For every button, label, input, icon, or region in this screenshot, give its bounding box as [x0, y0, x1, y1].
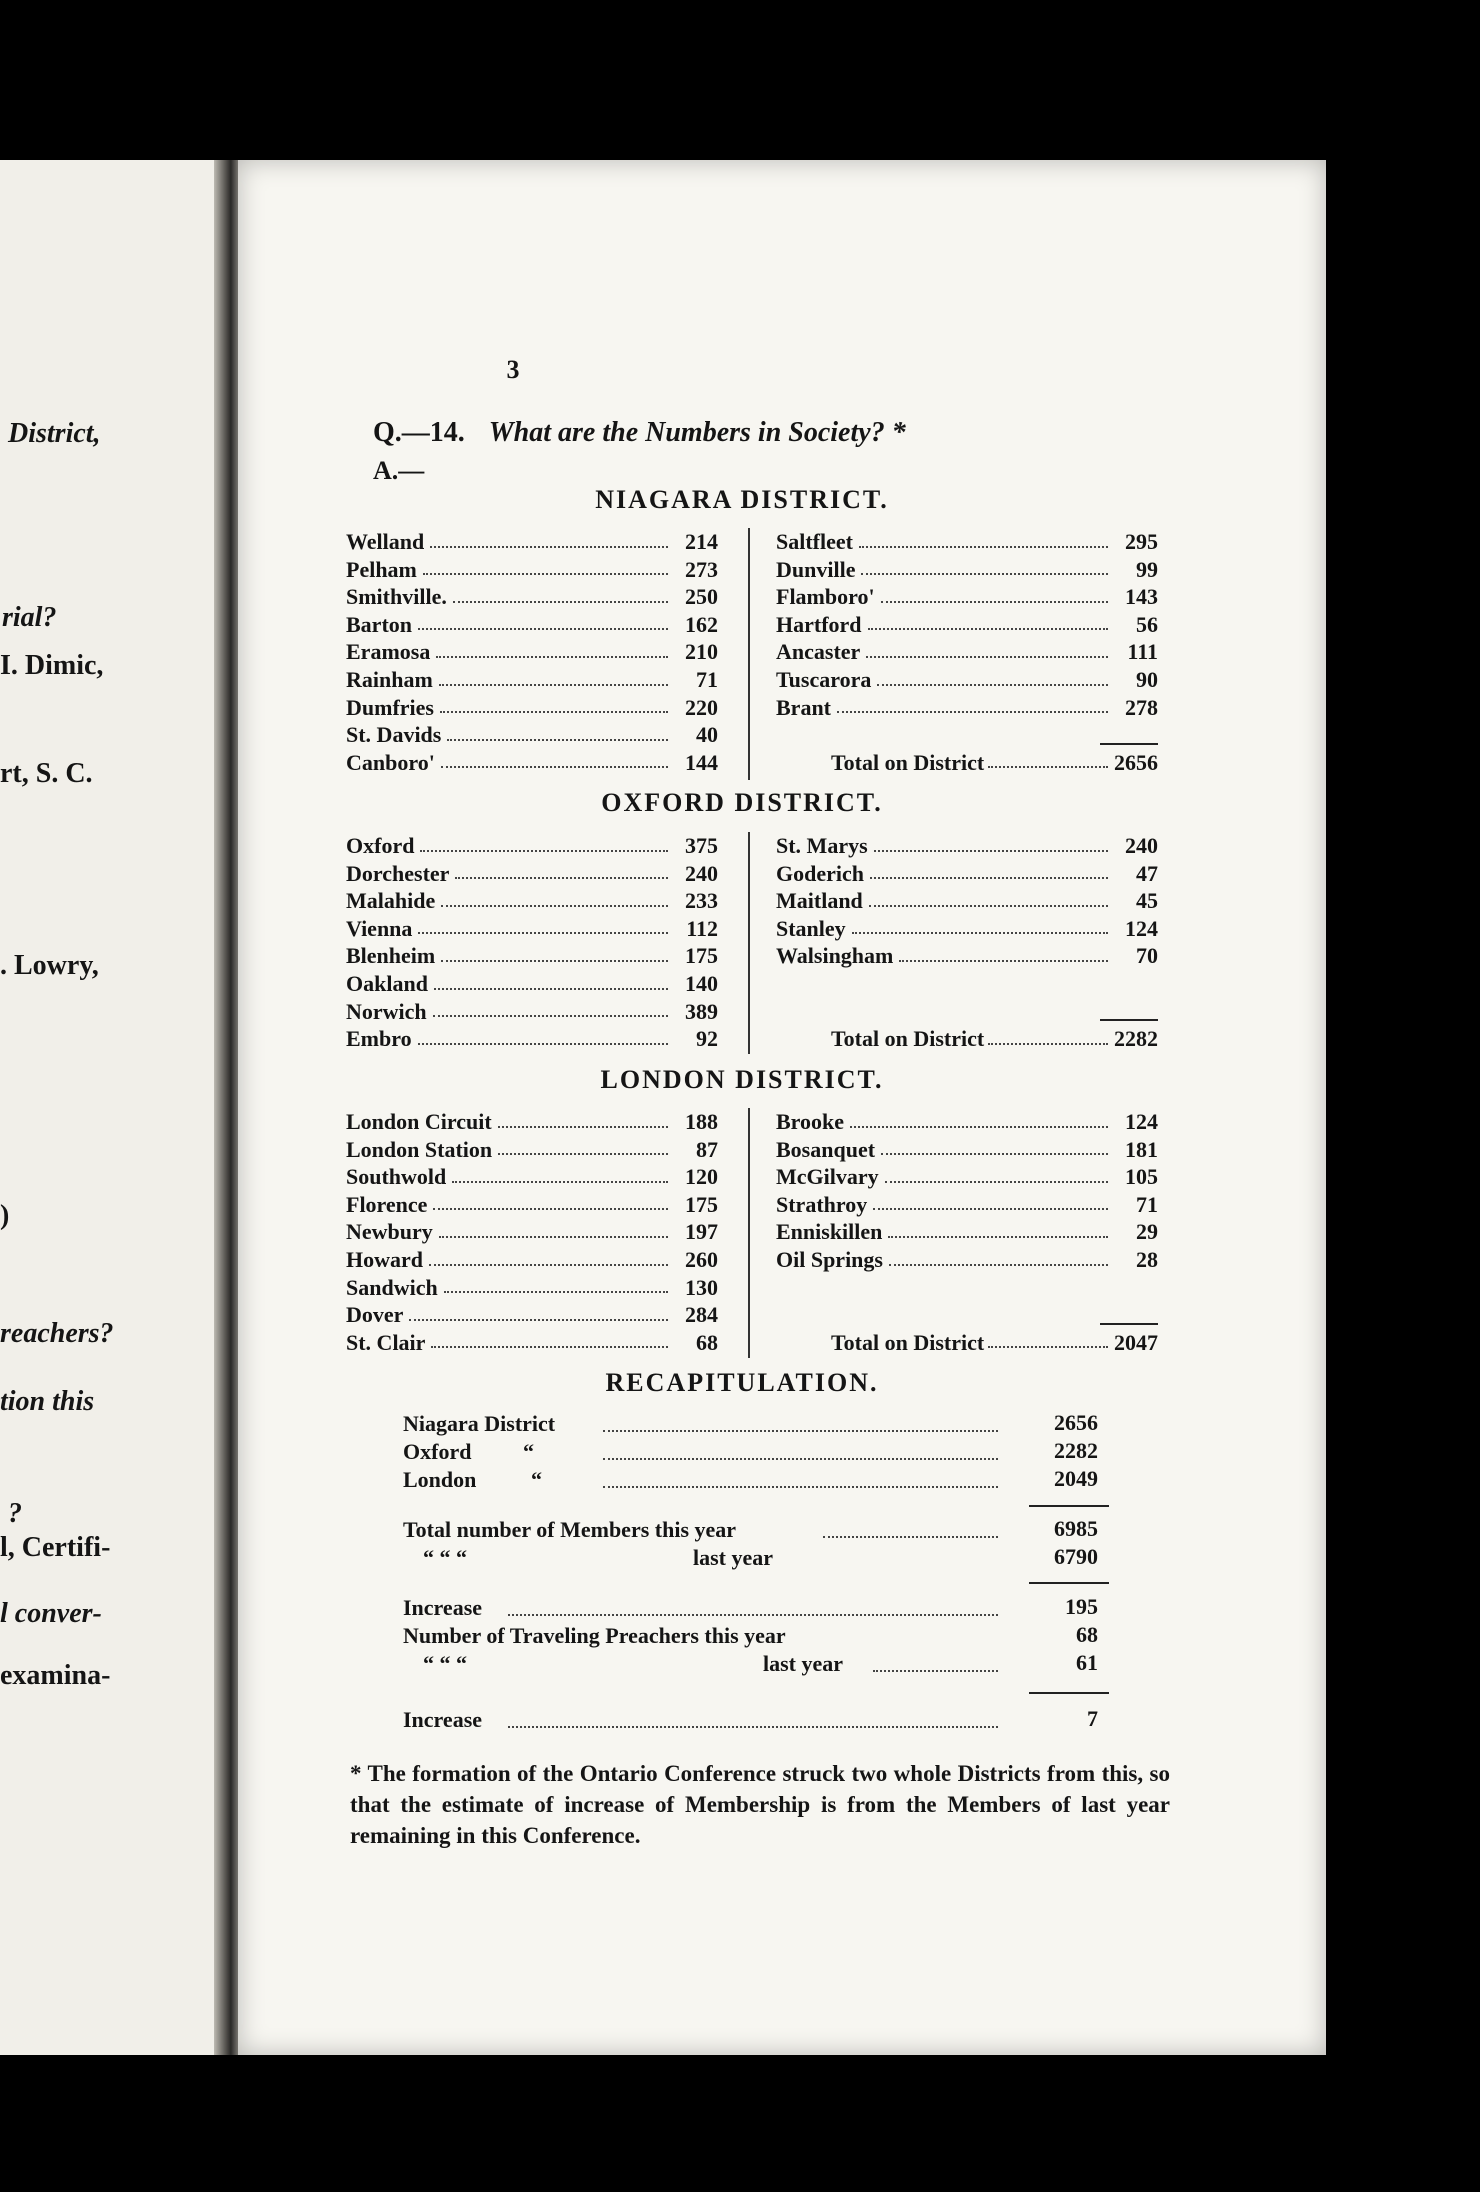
entry-row — [346, 694, 718, 722]
leader-dots — [603, 1486, 998, 1488]
total-label: Total on District — [831, 1329, 985, 1355]
leader-dots — [603, 1458, 998, 1460]
recap-increase-value: 195 — [1065, 1594, 1098, 1619]
entry-row — [346, 666, 718, 694]
entry-row — [346, 528, 718, 556]
leader-dots — [441, 749, 668, 769]
left-fragment-4: rt, S. C. — [0, 758, 93, 789]
circuit-name: Eramosa — [346, 639, 431, 665]
oxford-left-column — [346, 832, 718, 1053]
entry-row — [346, 1274, 718, 1302]
circuit-name: Strathroy — [776, 1191, 868, 1217]
entry-row — [776, 1136, 1158, 1164]
entry-row — [346, 1191, 718, 1219]
circuit-name: Welland — [346, 529, 425, 554]
leader-dots — [440, 694, 668, 714]
leader-dots — [873, 1670, 998, 1672]
leader-dots — [453, 583, 668, 603]
leader-dots — [429, 1246, 668, 1266]
circuit-name: Newbury — [346, 1219, 433, 1245]
entry-row — [776, 666, 1158, 694]
recap-london-value: 2049 — [1054, 1466, 1098, 1491]
entry-row — [776, 1218, 1158, 1246]
leader-dots — [420, 832, 668, 852]
page-number: 3 — [506, 355, 520, 384]
circuit-name: London Station — [346, 1136, 493, 1162]
left-fragment-6: ) — [0, 1200, 10, 1231]
member-count: 111 — [1127, 639, 1158, 665]
member-count: 220 — [685, 694, 718, 720]
entry-row — [776, 887, 1158, 915]
circuit-name: St. Davids — [346, 722, 442, 748]
member-count: 175 — [685, 1191, 718, 1217]
circuit-name: Norwich — [346, 998, 427, 1024]
total-value: 2656 — [1114, 749, 1158, 775]
column-divider — [748, 1108, 750, 1358]
member-count: 295 — [1125, 529, 1158, 554]
entry-row — [346, 942, 718, 970]
member-count: 99 — [1136, 556, 1158, 582]
entry-row — [346, 860, 718, 888]
leader-dots — [431, 1329, 668, 1349]
member-count: 92 — [696, 1026, 718, 1052]
leader-dots — [434, 970, 668, 990]
entry-row — [776, 915, 1158, 943]
footnote: * The formation of the Ontario Conference struck two whole Districts from this, so that the estimate of increase of Membership is from the Members of last year remaining in this Conference. — [350, 1761, 1170, 1848]
left-fragment-1: District, — [8, 418, 101, 449]
blank-row — [776, 970, 1158, 998]
total-value: 2282 — [1114, 1026, 1158, 1052]
circuit-name: Brooke — [776, 1109, 845, 1134]
leader-dots — [885, 1163, 1108, 1183]
district-heading-niagara: NIAGARA DISTRICT. — [595, 485, 889, 514]
member-count: 389 — [685, 998, 718, 1024]
london-left-column — [346, 1108, 718, 1356]
leader-dots — [439, 666, 668, 686]
entry-row — [776, 583, 1158, 611]
circuit-name: Dover — [346, 1302, 404, 1328]
member-count: 124 — [1125, 915, 1158, 941]
circuit-name: Vienna — [346, 915, 413, 941]
left-fragment-8: tion this — [0, 1386, 95, 1417]
circuit-name: London Circuit — [346, 1109, 492, 1134]
blank-row — [776, 1274, 1158, 1302]
member-count: 68 — [696, 1329, 718, 1355]
leader-dots — [498, 1136, 668, 1156]
district-heading-london: LONDON DISTRICT. — [600, 1065, 884, 1094]
entry-row — [346, 1329, 718, 1357]
entry-row — [776, 638, 1158, 666]
recap-london-ditto: “ — [531, 1467, 542, 1492]
leader-dots — [852, 915, 1108, 935]
entry-row — [346, 556, 718, 584]
recap-london-label: London — [403, 1467, 477, 1492]
leader-dots — [866, 638, 1108, 658]
member-count: 87 — [696, 1136, 718, 1162]
leader-dots — [837, 694, 1108, 714]
circuit-name: Smithville. — [346, 584, 447, 610]
member-count: 47 — [1136, 860, 1158, 886]
question-label: Q.—14. — [373, 417, 465, 448]
leader-dots — [433, 998, 668, 1018]
entry-row — [346, 1108, 718, 1136]
leader-dots — [889, 1246, 1108, 1266]
leader-dots — [603, 1430, 998, 1432]
entry-row — [346, 1025, 718, 1053]
circuit-name: Tuscarora — [776, 666, 872, 692]
leader-dots — [444, 1274, 668, 1294]
oxford-right-column — [776, 832, 1158, 1053]
circuit-name: Walsingham — [776, 943, 894, 969]
recap-increase2-label: Increase — [403, 1707, 483, 1732]
member-count: 105 — [1125, 1164, 1158, 1190]
circuit-name: St. Clair — [346, 1329, 426, 1355]
leader-dots — [418, 1025, 668, 1045]
circuit-name: Oakland — [346, 970, 428, 996]
entry-row — [776, 1108, 1158, 1136]
member-count: 130 — [685, 1274, 718, 1300]
entry-row — [346, 721, 718, 749]
sum-rule — [1029, 1692, 1109, 1694]
member-count: 112 — [686, 915, 718, 941]
left-fragment-5: . Lowry, — [0, 950, 99, 981]
recap-preachers-last-year-value: 61 — [1076, 1650, 1098, 1675]
entry-row — [346, 1246, 718, 1274]
recap-last-year-value: 6790 — [1054, 1544, 1098, 1569]
recap-preachers-this-year-value: 68 — [1076, 1622, 1098, 1647]
entry-row — [346, 638, 718, 666]
entry-row — [346, 749, 718, 777]
circuit-name: Dumfries — [346, 694, 434, 720]
leader-dots — [870, 860, 1108, 880]
circuit-name: Goderich — [776, 860, 864, 886]
circuit-name: Flamboro' — [776, 584, 875, 610]
circuit-name: Florence — [346, 1191, 428, 1217]
district-total-row — [776, 749, 1158, 777]
total-rule — [1100, 1019, 1158, 1021]
entry-row — [346, 887, 718, 915]
entry-row — [776, 832, 1158, 860]
entry-row — [346, 1136, 718, 1164]
circuit-name: Howard — [346, 1246, 423, 1272]
recap-last-year-label: last year — [693, 1545, 774, 1570]
question-text: What are the Numbers in Society? * — [488, 417, 906, 448]
leader-dots — [433, 1191, 668, 1211]
left-fragment-12: examina- — [0, 1660, 111, 1691]
circuit-name: Blenheim — [346, 943, 436, 969]
member-count: 162 — [685, 611, 718, 637]
answer-label: A.— — [373, 456, 425, 485]
circuit-name: Dunville — [776, 556, 856, 582]
leader-dots — [409, 1301, 668, 1321]
entry-row — [346, 583, 718, 611]
member-count: 375 — [685, 833, 718, 858]
entry-row — [776, 556, 1158, 584]
member-count: 181 — [1125, 1136, 1158, 1162]
member-count: 140 — [685, 970, 718, 996]
circuit-name: Pelham — [346, 556, 417, 582]
entry-row — [346, 915, 718, 943]
circuit-name: St. Marys — [776, 833, 868, 858]
leader-dots — [899, 942, 1108, 962]
member-count: 70 — [1136, 943, 1158, 969]
circuit-name: Hartford — [776, 611, 862, 637]
total-rule — [1100, 1323, 1158, 1325]
member-count: 260 — [685, 1246, 718, 1272]
leader-dots — [888, 1218, 1108, 1238]
leader-dots — [508, 1726, 998, 1728]
leader-dots — [508, 1614, 998, 1616]
member-count: 197 — [685, 1219, 718, 1245]
leader-dots — [868, 611, 1108, 631]
member-count: 56 — [1136, 611, 1158, 637]
entry-row — [346, 998, 718, 1026]
leader-dots — [455, 860, 668, 880]
leader-dots — [418, 915, 668, 935]
member-count: 29 — [1136, 1219, 1158, 1245]
circuit-name: Brant — [776, 694, 831, 720]
circuit-name: Barton — [346, 611, 412, 637]
member-count: 28 — [1136, 1246, 1158, 1272]
recap-oxford-label: Oxford — [403, 1439, 472, 1464]
leader-dots — [441, 887, 668, 907]
left-fragment-10: l, Certifi- — [0, 1532, 111, 1563]
recap-niagara-label: Niagara District — [403, 1411, 556, 1436]
recap-oxford-value: 2282 — [1054, 1438, 1098, 1463]
district-total-row — [776, 1329, 1158, 1357]
recap-oxford-ditto: “ — [523, 1439, 534, 1464]
circuit-name: Oxford — [346, 833, 415, 858]
london-right-column — [776, 1108, 1158, 1356]
member-count: 40 — [696, 722, 718, 748]
entry-row — [776, 860, 1158, 888]
entry-row — [776, 1163, 1158, 1191]
district-total-row — [776, 1025, 1158, 1053]
member-count: 284 — [685, 1302, 718, 1328]
circuit-name: Sandwich — [346, 1274, 438, 1300]
circuit-name: Malahide — [346, 888, 436, 914]
leader-dots — [988, 1025, 1108, 1045]
member-count: 120 — [685, 1164, 718, 1190]
entry-row — [346, 611, 718, 639]
circuit-name: Southwold — [346, 1164, 447, 1190]
leader-dots — [823, 1536, 998, 1538]
leader-dots — [873, 1191, 1108, 1211]
circuit-name: Canboro' — [346, 749, 435, 775]
leader-dots — [418, 611, 668, 631]
niagara-right-column — [776, 528, 1158, 776]
leader-dots — [877, 666, 1108, 686]
entry-row — [776, 942, 1158, 970]
recap-increase2-value: 7 — [1087, 1706, 1098, 1731]
entry-row — [776, 1191, 1158, 1219]
circuit-name: Bosanquet — [776, 1136, 876, 1162]
circuit-name: Maitland — [776, 888, 863, 914]
entry-row — [776, 1246, 1158, 1274]
recap-preachers-last-year-label: last year — [763, 1651, 844, 1676]
circuit-name: Saltfleet — [776, 529, 853, 554]
leader-dots — [881, 583, 1108, 603]
circuit-name: Embro — [346, 1026, 412, 1052]
member-count: 210 — [685, 639, 718, 665]
recap-niagara-value: 2656 — [1054, 1410, 1098, 1435]
circuit-name: Ancaster — [776, 639, 861, 665]
member-count: 240 — [1125, 833, 1158, 858]
leader-dots — [498, 1108, 668, 1128]
leader-dots — [869, 887, 1108, 907]
left-fragment-7: reachers? — [0, 1318, 114, 1349]
recapitulation-heading: RECAPITULATION. — [605, 1368, 879, 1397]
circuit-name: McGilvary — [776, 1164, 879, 1190]
recapitulation-table — [403, 1410, 1123, 1750]
entry-row — [346, 1301, 718, 1329]
entry-row — [776, 694, 1158, 722]
circuit-name: Rainham — [346, 666, 433, 692]
member-count: 240 — [685, 860, 718, 886]
total-label: Total on District — [831, 1026, 985, 1052]
leader-dots — [988, 1329, 1108, 1349]
recap-preachers-this-year-label: Number of Traveling Preachers this year — [403, 1623, 786, 1648]
member-count: 175 — [685, 943, 718, 969]
entry-row — [776, 528, 1158, 556]
member-count: 233 — [685, 888, 718, 914]
entry-row — [346, 1218, 718, 1246]
member-count: 143 — [1125, 584, 1158, 610]
member-count: 71 — [1136, 1191, 1158, 1217]
leader-dots — [423, 556, 668, 576]
member-count: 144 — [685, 749, 718, 775]
entry-row — [346, 970, 718, 998]
left-page-fragment — [0, 160, 228, 2055]
left-fragment-11: l conver- — [0, 1598, 102, 1629]
member-count: 124 — [1125, 1109, 1158, 1134]
leader-dots — [452, 1163, 668, 1183]
recap-total-this-year-label: Total number of Members this year — [403, 1517, 737, 1542]
entry-row — [346, 1163, 718, 1191]
recap-last-year-ditto: “ “ “ — [423, 1545, 467, 1570]
member-count: 273 — [685, 556, 718, 582]
sum-rule — [1029, 1505, 1109, 1507]
question — [373, 417, 906, 449]
leader-dots — [447, 721, 668, 741]
recap-increase-label: Increase — [403, 1595, 483, 1620]
leader-dots — [441, 942, 668, 962]
circuit-name: Enniskillen — [776, 1219, 883, 1245]
column-divider — [748, 528, 750, 780]
leader-dots — [988, 749, 1108, 769]
circuit-name: Oil Springs — [776, 1246, 883, 1272]
leader-dots — [850, 1108, 1108, 1128]
left-fragment-2: rial? — [2, 602, 57, 633]
total-label: Total on District — [831, 749, 985, 775]
entry-row — [346, 832, 718, 860]
leader-dots — [436, 638, 668, 658]
circuit-name: Dorchester — [346, 860, 450, 886]
member-count: 214 — [685, 529, 718, 554]
leader-dots — [874, 832, 1108, 852]
circuit-name: Stanley — [776, 915, 846, 941]
member-count: 250 — [685, 584, 718, 610]
left-fragment-9: ? — [8, 1498, 22, 1529]
page — [238, 160, 1326, 2055]
leader-dots — [861, 556, 1108, 576]
member-count: 90 — [1136, 666, 1158, 692]
member-count: 188 — [685, 1109, 718, 1134]
leader-dots — [430, 528, 668, 548]
total-rule — [1100, 743, 1158, 745]
leader-dots — [859, 528, 1108, 548]
total-value: 2047 — [1114, 1329, 1158, 1355]
recap-preachers-ditto: “ “ “ — [423, 1651, 467, 1676]
leader-dots — [881, 1136, 1108, 1156]
member-count: 45 — [1136, 888, 1158, 914]
left-fragment-3: I. Dimic, — [0, 650, 104, 681]
leader-dots — [439, 1218, 668, 1238]
member-count: 278 — [1125, 694, 1158, 720]
niagara-left-column — [346, 528, 718, 776]
column-divider — [748, 832, 750, 1054]
recap-total-this-year-value: 6985 — [1054, 1516, 1098, 1541]
district-heading-oxford: OXFORD DISTRICT. — [601, 788, 883, 817]
sum-rule — [1029, 1582, 1109, 1584]
member-count: 71 — [696, 666, 718, 692]
entry-row — [776, 611, 1158, 639]
